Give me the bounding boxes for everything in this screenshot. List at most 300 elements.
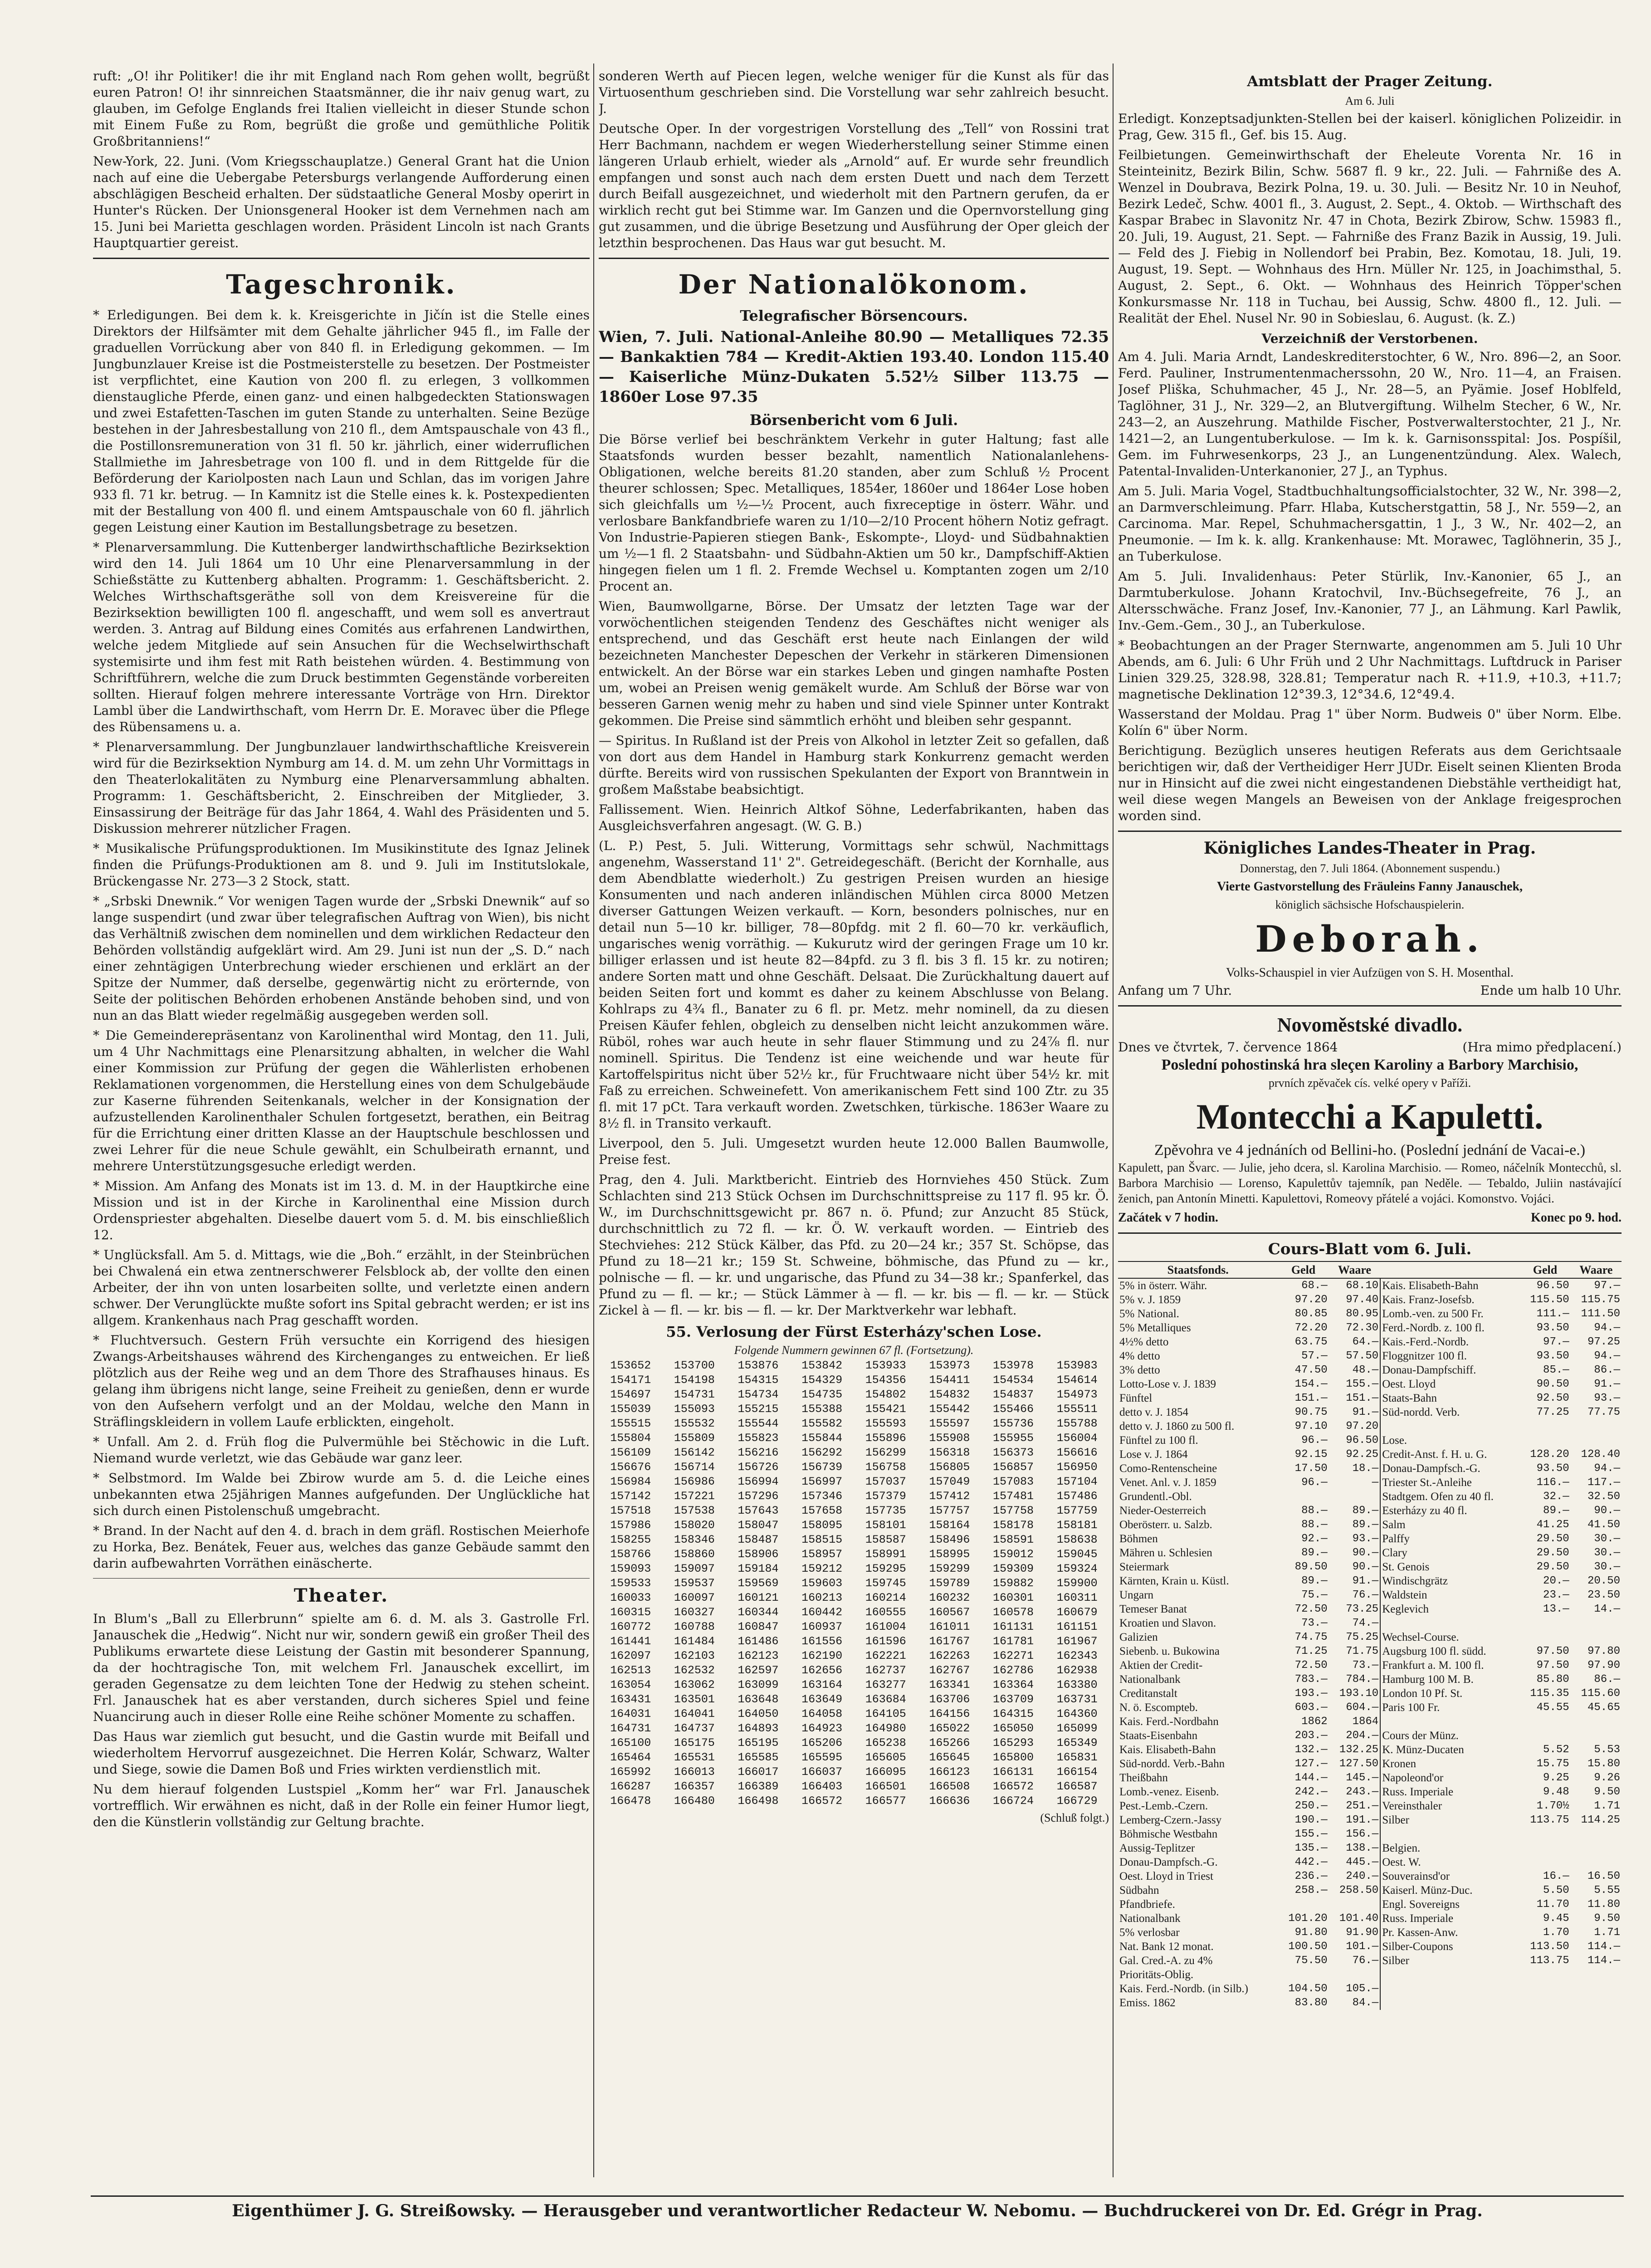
lose-number: 162767 <box>929 1664 970 1677</box>
lose-number: 157538 <box>674 1504 715 1517</box>
cours-value: 92.15 <box>1294 1448 1328 1461</box>
cours-label: Theißbahn <box>1119 1772 1168 1784</box>
cours-label: Como-Rentenscheine <box>1119 1462 1217 1475</box>
cours-label: Kais. Franz-Josefsb. <box>1380 1293 1519 1307</box>
cours-value: 90.— <box>1594 1505 1620 1517</box>
cours-row <box>1118 1504 1622 1518</box>
cours-value: 68.— <box>1301 1280 1328 1292</box>
lose-number: 154329 <box>801 1374 843 1387</box>
lose-number: 154837 <box>993 1388 1034 1401</box>
cours-value: 15.75 <box>1536 1758 1569 1770</box>
cours-row <box>1118 1532 1622 1546</box>
cours-value: 84.— <box>1352 1997 1379 2009</box>
cours-value: 71.75 <box>1346 1645 1379 1657</box>
cours-value: 89.50 <box>1294 1561 1328 1573</box>
cours-label: Ungarn <box>1119 1589 1153 1601</box>
cours-value: 115.60 <box>1581 1687 1620 1700</box>
cours-value: 11.80 <box>1587 1898 1620 1911</box>
lose-number: 165831 <box>1056 1751 1098 1764</box>
cours-value: 73.25 <box>1346 1603 1379 1615</box>
lose-number: 157104 <box>1056 1475 1098 1488</box>
cours-value: 1.71 <box>1594 1800 1620 1812</box>
cours-value: 128.40 <box>1581 1448 1620 1461</box>
verzeichnis-title: Verzeichniß der Verstorbenen. <box>1261 331 1478 346</box>
lose-number: 158991 <box>865 1548 906 1561</box>
cours-label: Russ. Imperiale <box>1380 1785 1519 1799</box>
lose-number: 160442 <box>801 1606 843 1619</box>
cours-value: 20.— <box>1543 1575 1569 1587</box>
novo-note: (Hra mimo předplacení.) <box>1462 1040 1622 1055</box>
lose-number: 162786 <box>993 1664 1034 1677</box>
lose-number: 158020 <box>674 1519 715 1532</box>
cours-row <box>1118 1743 1622 1757</box>
lose-number: 165175 <box>674 1736 715 1750</box>
lose-row <box>599 1460 1109 1475</box>
lose-number: 160578 <box>993 1606 1034 1619</box>
cours-value: 63.75 <box>1294 1336 1328 1348</box>
lose-number: 162597 <box>738 1664 779 1677</box>
cours-value: 92.— <box>1301 1533 1328 1545</box>
lose-number: 156616 <box>1056 1446 1098 1459</box>
lose-number: 163364 <box>993 1678 1034 1691</box>
cours-value: 75.25 <box>1346 1631 1379 1643</box>
lose-number: 157412 <box>929 1490 970 1503</box>
cours-label: Siebenb. u. Bukowina <box>1119 1645 1220 1657</box>
cours-label: Kärnten, Krain u. Küstl. <box>1119 1575 1229 1587</box>
cours-label: Salm <box>1380 1518 1519 1532</box>
cours-value: 30.— <box>1594 1533 1620 1545</box>
cours-value: 193.— <box>1294 1687 1328 1700</box>
cours-value: 94.— <box>1594 1462 1620 1475</box>
cours-value: 93.50 <box>1536 1322 1569 1334</box>
lose-number: 164737 <box>674 1722 715 1735</box>
lose-number: 156984 <box>610 1475 651 1488</box>
cours-value: 97.20 <box>1346 1420 1379 1432</box>
lose-number: 154614 <box>1056 1374 1098 1387</box>
cours-value <box>1519 1982 1570 1996</box>
lose-row <box>599 1562 1109 1576</box>
lose-number: 162103 <box>674 1649 715 1662</box>
cours-value: 73.— <box>1301 1617 1328 1629</box>
lose-number: 165022 <box>929 1722 970 1735</box>
lose-number: 156714 <box>674 1461 715 1474</box>
lose-row <box>599 1620 1109 1634</box>
cours-value <box>1519 1729 1570 1743</box>
cours-value: 5.50 <box>1543 1884 1569 1897</box>
cours-label: Oest. Lloyd in Triest <box>1119 1870 1213 1882</box>
lose-number: 162737 <box>865 1664 906 1677</box>
cours-value: 64.— <box>1352 1336 1379 1348</box>
lose-row <box>599 1373 1109 1388</box>
cours-row <box>1118 1476 1622 1490</box>
lose-row <box>599 1402 1109 1417</box>
cours-value <box>1571 1855 1622 1869</box>
lose-number: 163684 <box>865 1693 906 1706</box>
cours-value: 445.— <box>1346 1856 1379 1868</box>
cours-value: 145.— <box>1346 1772 1379 1784</box>
cours-header <box>1380 1261 1519 1278</box>
lose-number: 155593 <box>865 1417 906 1430</box>
cours-value: 1862 <box>1301 1716 1328 1728</box>
lose-number: 163380 <box>1056 1678 1098 1691</box>
theater-ad-times <box>1118 982 1622 999</box>
lose-number: 161486 <box>738 1635 779 1648</box>
lose-number: 163054 <box>610 1678 651 1691</box>
lose-row <box>599 1779 1109 1794</box>
cours-label: 4% detto <box>1119 1350 1160 1362</box>
article-paragraph: Das Haus war ziemlich gut besucht, und die Gastin wurde mit Beifall und wiederholtem Hervorruf ausgezeichnet. Die Herren Kolár, Schwarz, Walter und Siege, sowie die Damen Boß und Fries wirkten verdienstlich mit. <box>93 1729 590 1777</box>
lose-number: 159569 <box>738 1577 779 1590</box>
lose-number: 155908 <box>929 1432 970 1445</box>
cours-row <box>1118 1335 1622 1349</box>
lose-number: 163164 <box>801 1678 843 1691</box>
cours-row <box>1118 1391 1622 1405</box>
cours-value: 1.70½ <box>1536 1800 1569 1812</box>
lose-number: 160311 <box>1056 1591 1098 1604</box>
cours-row <box>1118 1996 1622 2010</box>
cours-label: Mähren u. Schlesien <box>1119 1547 1212 1559</box>
cours-row <box>1118 1630 1622 1644</box>
cours-value: 72.50 <box>1294 1603 1328 1615</box>
cours-label: Oest. Lloyd <box>1380 1377 1519 1391</box>
lose-number: 155597 <box>929 1417 970 1430</box>
cours-value: 17.50 <box>1294 1462 1328 1475</box>
lose-row <box>599 1794 1109 1809</box>
cours-value <box>1571 1968 1622 1982</box>
cours-row <box>1118 1897 1622 1911</box>
cours-value: 75.50 <box>1294 1955 1328 1967</box>
cours-label: Silber-Coupons <box>1380 1940 1519 1954</box>
cours-value <box>1571 1715 1622 1729</box>
cours-label: Kroatien und Slavon. <box>1119 1617 1216 1629</box>
lose-number: 160772 <box>610 1620 651 1633</box>
lose-number: 157379 <box>865 1490 906 1503</box>
cours-value <box>1278 1490 1329 1504</box>
cours-row <box>1118 1518 1622 1532</box>
amtsblatt-date: Am 6. Juli <box>1345 94 1395 108</box>
cours-value: 250.— <box>1294 1800 1328 1812</box>
lose-number: 156994 <box>738 1475 779 1488</box>
cours-value: 97.— <box>1594 1280 1620 1292</box>
cours-value: 23.— <box>1543 1589 1569 1601</box>
novo-times <box>1118 1210 1622 1226</box>
cours-value: 72.20 <box>1294 1322 1328 1334</box>
lose-number: 165531 <box>674 1751 715 1764</box>
article-paragraph: * Plenarversammlung. Die Kuttenberger landwirthschaftliche Bezirksektion wird den 14. Juli 1864 um 10 Uhr eine Plenarversammlung in der Schießstätte zu Kuttenberg abhalten. Programm: 1. Geschäftsbericht. 2. Welches Wirthschaftsgeräthe soll von dem Kreisvereine für die Bezirksektion bewilligten 100 fl. angeschafft, und wem soll es anvertraut werden. 3. Antrag auf Bildung eines Comités aus erfahrenen Landwirthen, welche jedem Mitgliede auf sein Ansuchen für die Wechselwirthschaft systemisirte und ihm fest mit Rath beistehen würden. 4. Bestimmung von Schriftführern, welche die zum Druck bestimmten Gegenstände vorbereiten sollten. Hierauf folgen mehrere interessante Vorträge von Hrn. Direktor Lambl über die Landwirthschaft, vom Herrn Dr. E. Moravec über die Pflege des Rübensamens u. a. <box>93 540 590 734</box>
cours-row <box>1118 1602 1622 1616</box>
cours-value: 114.25 <box>1581 1814 1620 1826</box>
cours-row <box>1118 1940 1622 1954</box>
cours-value: 32.50 <box>1587 1491 1620 1503</box>
cours-value: 135.— <box>1294 1842 1328 1854</box>
lose-number: 161781 <box>993 1635 1034 1648</box>
cours-value: 16.50 <box>1587 1870 1620 1882</box>
article-paragraph: (L. P.) Pest, 5. Juli. Witterung, Vormittags sehr schwül, Nachmittags angenehm, Wasserstand 11' 2". Getreidegeschäft. (Bericht der Kornhalle, aus dem Abendblatte wiederholt.) Zu gestrigen Preisen wurden an hiesige Konsumenten und nach anderen inländischen Mühlen circa 8000 Metzen diverser Gattungen Weizen verkauft. — Korn, besonders polnisches, nur en detail nun 5—10 kr. billiger, 78—80pfdg. mit 2 fl. 60—70 kr. verkäuflich, ungarisches wenig vorräthig. — Kukurutz wird der geringen Frage um 10 kr. billiger erlassen und ist heute 82—84pfd. zu 3 fl. bis 3 fl. 15 kr. zu notiren; andere Sorten matt und ohne Geschäft. Delsaat. Die Zurückhaltung dauert auf beiden Seiten fort und kommt es daher zu keinem Abschlusse von Belang. Kohlraps zu 4¾ fl., Banater zu 6 fl. pr. Metz. mehr nominell, da zu diesen Preisen Käufer fehlen, obgleich zu denselben nicht leicht anzukommen wäre. Rüböl, rohes war auch heute in sehr flauer Stimmung und zu 24⅞ fl. nur nominell. Spiritus. Die Tendenz ist eine weichende und war heute für Kartoffelspiritus nicht über 52½ kr., für Fruchtwaare nicht über 54½ kr. mit Faß zu erreichen. Schweinefett. Von amerikanischem Fett sind 100 Ztr. zu 35 fl. mit 17 pCt. Tara verkauft worden. Zwetschken, türkische. 1863er Waare zu 8½ fl. in Transito verkauft. <box>599 838 1109 1131</box>
cours-value: 41.50 <box>1587 1519 1620 1531</box>
cours-value: 114.— <box>1587 1941 1620 1953</box>
lose-number: 155736 <box>993 1417 1034 1430</box>
cours-value: 83.80 <box>1294 1997 1328 2009</box>
cours-value: 23.50 <box>1587 1589 1620 1601</box>
lose-number: 153973 <box>929 1359 970 1372</box>
cours-row <box>1118 1349 1622 1363</box>
cours-label: Kais. Elisabeth-Bahn <box>1380 1278 1519 1293</box>
cours-value: 97.40 <box>1346 1294 1379 1306</box>
cours-label: Kaiserl. Münz-Duc. <box>1380 1883 1519 1897</box>
cours-row <box>1118 1461 1622 1476</box>
article-paragraph: * „Srbski Dnewnik.“ Vor wenigen Tagen wurde der „Srbski Dnewnik“ auf so lange suspendirt (und zwar über telegrafischen Auftrag von Wien), bis nicht das Verhältniß zwischen dem nominellen und dem wirklichen Redacteur den Behörden vollständig aufgeklärt wird. Am 29. Juni ist nun der „S. D.“ nach einer zehntägigen Unterbrechung wieder erschienen und erklärt an der Spitze der Nummer, daß derselbe, gegenwärtig nicht zu erörternde, von Seite der politischen Behörden erhobenen Anstände behoben sind, und von nun an das Blatt wieder regelmäßig ausgegeben werden soll. <box>93 894 590 1023</box>
lose-number: 158178 <box>993 1519 1034 1532</box>
lose-row <box>599 1721 1109 1736</box>
cours-value: 127.— <box>1294 1758 1328 1770</box>
lose-number: 161151 <box>1056 1620 1098 1633</box>
lose-number: 155093 <box>674 1403 715 1416</box>
lose-number: 165800 <box>993 1751 1034 1764</box>
cours-label <box>1380 1982 1519 1996</box>
cours-value: 93.— <box>1352 1533 1379 1545</box>
novo-line: prvních zpěvaček cís. velké opery v Paříži. <box>1268 1076 1471 1090</box>
lose-number: 165266 <box>929 1736 970 1750</box>
lose-number: 157142 <box>610 1490 651 1503</box>
lose-number: 155511 <box>1056 1403 1098 1416</box>
cours-label: Lose. <box>1380 1433 1519 1447</box>
lose-number: 153876 <box>738 1359 779 1372</box>
lose-number: 162097 <box>610 1649 651 1662</box>
cours-label: Emiss. 1862 <box>1119 1997 1176 2009</box>
lose-row <box>599 1504 1109 1518</box>
cours-row <box>1118 1926 1622 1940</box>
cours-value: 29.50 <box>1536 1561 1569 1573</box>
article-paragraph: * Fluchtversuch. Gestern Früh versuchte ein Korrigend des hiesigen Zwangs-Arbeitshauses während des Kirchenganges zu entweichen. Er ließ plötzlich aus der Reihe weg und an dem Thore des Strafhauses hinaus. Es gelang ihm übrigens nicht lange, seine Freiheit zu genießen, denn er wurde von den Aufsehern verfolgt und an der Moldau, welche den Mann in Sträflingskleidern in vollem Laufe erblickten, eingeholt. <box>93 1333 590 1429</box>
lose-row <box>599 1649 1109 1663</box>
cours-value: 138.— <box>1346 1842 1379 1854</box>
article-paragraph: In Blum's „Ball zu Ellerbrunn“ spielte am 6. d. M. als 3. Gastrolle Frl. Janauschek die „Hedwig“. Nicht nur wir, sondern gewiß ein großer Theil des Publikums erwartete diese Leistung der Gastin mit besonderer Spannung, da der hochtragische Ton, mit welchem Frl. Janauschek excellirt, im geraden Gegensatze zu dem leichten Tone der Hedwig zu stehen scheint. Frl. Janauschek hat es aber verstanden, durch sicheres Spiel und feine Nuancirung auch in dieser Rolle eine Reihe schöner Momente zu schaffen. <box>93 1611 590 1724</box>
cours-value: 116.— <box>1536 1476 1569 1489</box>
cours-row <box>1118 1869 1622 1883</box>
cours-value: 72.50 <box>1294 1659 1328 1672</box>
cours-label: St. Genois <box>1380 1560 1519 1574</box>
cours-value: 5.53 <box>1594 1744 1620 1756</box>
lose-number: 163731 <box>1056 1693 1098 1706</box>
lose-number: 165238 <box>865 1736 906 1750</box>
cours-row <box>1118 1672 1622 1686</box>
lose-number: 155388 <box>801 1403 843 1416</box>
lose-number: 162221 <box>865 1649 906 1662</box>
article-paragraph: Wien, Baumwollgarne, Börse. Der Umsatz der letzten Tage war der vorwöchentlichen steigenden Tendenz des Geschäftes nicht weniger als entsprechend, und das Geschäft erst heute nach Einlangen der wild bezeichneten Manchester Depeschen der Verkehr in stärkeren Dimensionen entwickelt. An der Börse war ein starkes Leben und gingen namhafte Posten um, wobei an Preisen wenig gemäkelt wurde. Am Schluß der Börse war von besseren Garnen wenig mehr zu haben und sind viele Spinner unter Kontrakt gekommen. Die Preise sind sämmtlich erhöht und bleiben sehr gespannt. <box>599 599 1109 728</box>
telegraph-heading: Telegrafischer Börsencours. <box>740 307 968 324</box>
lose-number: 154171 <box>610 1374 651 1387</box>
section-divider <box>599 258 1109 259</box>
cours-value: 101.20 <box>1288 1912 1328 1925</box>
cours-value: 115.75 <box>1581 1294 1620 1306</box>
lose-number: 160315 <box>610 1606 651 1619</box>
lose-number: 164923 <box>801 1722 843 1735</box>
cours-value: 5.55 <box>1594 1884 1620 1897</box>
article-paragraph: Liverpool, den 5. Juli. Umgesetzt wurden heute 12.000 Ballen Baumwolle, Preise fest. <box>599 1136 1109 1167</box>
lose-number: 164105 <box>865 1707 906 1721</box>
cours-label: Windischgrätz <box>1380 1574 1519 1588</box>
lose-number: 155466 <box>993 1403 1034 1416</box>
lose-number: 163501 <box>674 1693 715 1706</box>
cours-value: 77.75 <box>1587 1406 1620 1418</box>
lose-number: 164058 <box>801 1707 843 1721</box>
cours-value <box>1278 1968 1329 1982</box>
cours-label: Fünftel <box>1119 1392 1153 1404</box>
cours-value: 68.10 <box>1346 1280 1379 1292</box>
lose-number: 161484 <box>674 1635 715 1648</box>
cours-value: 30.— <box>1594 1561 1620 1573</box>
cours-value: 132.25 <box>1339 1744 1379 1756</box>
cours-label: Wechsel-Course. <box>1380 1630 1519 1644</box>
cours-value <box>1519 1841 1570 1855</box>
cours-label: Creditanstalt <box>1119 1687 1177 1700</box>
lose-number: 159900 <box>1056 1577 1098 1590</box>
lose-number: 166508 <box>929 1780 970 1793</box>
lose-number: 164980 <box>865 1722 906 1735</box>
cours-value <box>1571 1419 1622 1433</box>
cours-value: 156.— <box>1346 1828 1379 1840</box>
cours-label: Oberösterr. u. Salzb. <box>1119 1519 1212 1531</box>
cours-label: 5% National. <box>1119 1308 1179 1320</box>
article-paragraph: Deutsche Oper. In der vorgestrigen Vorstellung des „Tell“ von Rossini trat Herr Bachmann, nachdem er wegen Wiederherstellung seiner Stimme einen längeren Urlaub erhielt, wieder als „Arnold“ auf. Er wurde sehr freundlich empfangen und sonst auch nach dem ersten Duett und nach dem Terzett durch Beifall ausgezeichnet, und wiederholt mit den Partnern gerufen, da er wirklich recht gut bei Stimme war. Im Ganzen und die Opernvorstellung ging gut zusammen, und die übrige Besetzung und Ausführung der Oper gleich der letzthin besprochenen. Das Haus war gut besucht. M. <box>599 121 1109 250</box>
cours-label: Böhmen <box>1119 1533 1158 1545</box>
cours-value: 89.— <box>1301 1547 1328 1559</box>
cours-label <box>1380 1996 1519 2010</box>
lose-number: 165585 <box>738 1751 779 1764</box>
lose-number: 158860 <box>674 1548 715 1561</box>
cours-label: Nationalbank <box>1119 1912 1181 1925</box>
lose-number: 156109 <box>610 1446 651 1459</box>
cours-label: Cours der Münz. <box>1380 1729 1519 1743</box>
theater-ad-genre: Volks-Schauspiel in vier Aufzügen von S. H. Mosenthal. <box>1226 966 1514 980</box>
cours-label: Engl. Sovereigns <box>1380 1897 1519 1911</box>
cours-label: Steiermark <box>1119 1561 1169 1573</box>
lose-number: 165050 <box>993 1722 1034 1735</box>
bericht-heading: Börsenbericht vom 6 Juli. <box>749 411 958 429</box>
lose-row <box>599 1446 1109 1460</box>
column-3 <box>1118 68 1622 2173</box>
lose-number: 157221 <box>674 1490 715 1503</box>
cours-value: 604.— <box>1346 1701 1379 1714</box>
cours-value: 80.85 <box>1294 1308 1328 1320</box>
article-paragraph: * Mission. Am Anfang des Monats ist im 13. d. M. in der Hauptkirche eine Mission und ist in der Kirche in Karolinenthal eine Mission durch Ordenspriester abgehalten. Dieselbe dauert vom 5. d. M. bis einschließlich 12. <box>93 1178 590 1242</box>
lose-row <box>599 1736 1109 1750</box>
lose-number: 165605 <box>865 1751 906 1764</box>
cours-label: Aktien der Credit- <box>1119 1659 1203 1672</box>
cours-value: 96.50 <box>1536 1280 1569 1292</box>
article-paragraph: * Plenarversammlung. Der Jungbunzlauer landwirthschaftliche Kreisverein wird für die Bezirksektion Nymburg am 14. d. M. um zehn Uhr Vormittags in den Theaterlokalitäten zu Nymburg eine Plenarversammlung abhalten. Programm: 1. Geschäftsbericht, 2. Einschreiben der Mitglieder, 3. Einsassirung der Beiträge für das Jahr 1864, 4. Wahl des Präsidenten und 5. Diskussion mehrerer nützlicher Fragen. <box>93 739 590 836</box>
cours-value: 1864 <box>1352 1716 1379 1728</box>
cours-value <box>1571 1996 1622 2010</box>
cours-value <box>1571 1616 1622 1630</box>
lose-number: 159097 <box>674 1562 715 1575</box>
cours-value: 76.— <box>1352 1955 1379 1967</box>
lose-number: 166131 <box>993 1765 1034 1779</box>
lose-number: 158957 <box>801 1548 843 1561</box>
cours-label: Hamburg 100 M. B. <box>1380 1672 1519 1686</box>
cours-value: 113.50 <box>1530 1941 1569 1953</box>
lose-number: 156739 <box>801 1461 843 1474</box>
lose-number: 166017 <box>738 1765 779 1779</box>
article-paragraph: — Spiritus. In Rußland ist der Preis von Alkohol in letzter Zeit so gefallen, daß von dort aus dem Handel in Hamburg stark Konkurrenz gemacht werden dürfte. Bereits wird von russischen Spekulanten der Export von Branntwein in großem Maßstabe beabsichtigt. <box>599 733 1109 797</box>
lose-number: 163649 <box>801 1693 843 1706</box>
cours-value: 100.50 <box>1288 1941 1328 1953</box>
lose-number: 158095 <box>801 1519 843 1532</box>
cours-value: 111.— <box>1536 1308 1569 1320</box>
lose-number: 166287 <box>610 1780 651 1793</box>
lose-number: 157486 <box>1056 1490 1098 1503</box>
lose-number: 158591 <box>993 1533 1034 1546</box>
lose-number: 155788 <box>1056 1417 1098 1430</box>
cours-label: Süd-nordd. Verb. <box>1380 1405 1519 1419</box>
lose-number: 161011 <box>929 1620 970 1633</box>
cours-value: 89.— <box>1352 1519 1379 1531</box>
lose-number: 166403 <box>801 1780 843 1793</box>
cours-value: 90.75 <box>1294 1406 1328 1418</box>
cours-row <box>1118 1968 1622 1982</box>
cours-value: 47.50 <box>1294 1364 1328 1376</box>
lose-number: 166480 <box>674 1794 715 1808</box>
cours-value: 16.— <box>1543 1870 1569 1882</box>
cours-value: 240.— <box>1346 1870 1379 1882</box>
cours-value <box>1519 1996 1570 2010</box>
cours-value: 48.— <box>1352 1364 1379 1376</box>
lose-number: 156004 <box>1056 1432 1098 1445</box>
lose-number: 166501 <box>865 1780 906 1793</box>
lose-number: 166154 <box>1056 1765 1098 1779</box>
lose-row <box>599 1475 1109 1489</box>
cours-label: Lemberg-Czern.-Jassy <box>1119 1814 1222 1826</box>
lose-number: 165992 <box>610 1765 651 1779</box>
cours-value: 155.— <box>1346 1378 1379 1390</box>
lose-number: 159533 <box>610 1577 651 1590</box>
lose-number: 165595 <box>801 1751 843 1764</box>
article-paragraph: New-York, 22. Juni. (Vom Kriegsschauplatze.) General Grant hat die Union nach auf eine die Uebergabe Petersburgs verlangende Aufforderung einen abschlägigen Bescheid erhalten. Der südstaatliche General Mosby operirt in Hunter's Rücken. Der Unionsgeneral Hooker ist dem Vernehmen nach am 15. Juni bei Marietta geschlagen worden. Präsident Lincoln ist nach Grants Hauptquartier gereist. <box>93 154 590 250</box>
cours-value: 191.— <box>1346 1814 1379 1826</box>
cours-label: Aussig-Teplitzer <box>1119 1842 1195 1854</box>
lose-number: 165206 <box>801 1736 843 1750</box>
cours-row <box>1118 1307 1622 1321</box>
article-paragraph: Die Börse verlief bei beschränktem Verkehr in guter Haltung; fast alle Staatsfonds wurden besser bezahlt, namentlich Nationalanlehens-Obligationen, welche bereits 81.20 standen, aber zum Schluß ½ Procent theurer schlossen; Spec. Metalliques, 1854er, 1860er und 1864er Lose hoben sich gleichfalls um ½—½ Procent, auch fixreceptige in österr. Währ. und verlosbare Bankfandbriefe waren zu 1/10—2/10 Procent höhern Notiz gefragt. Von Industrie-Papieren stiegen Bank-, Eskompte-, Lloyd- und Südbahnaktien um ½—1 fl. 2 Staatsbahn- und Südbahn-Aktien um 50 kr., Dampfschiff-Aktien hingegen fielen um 1 fl. 2. Fremde Wechsel u. Komptanten zogen um 2/10 Procent an. <box>599 432 1109 594</box>
cours-value: 11.70 <box>1536 1898 1569 1911</box>
section-heading-theater: Theater. <box>293 1585 389 1606</box>
imprint-footer: Eigenthümer J. G. Streißowsky. — Herausgeber und verantwortlicher Redacteur W. Nebomu. — Buchdruckerei von Dr. Ed. Grégr in Prag. <box>91 2195 1624 2229</box>
lose-number: 165464 <box>610 1751 651 1764</box>
lose-number: 154534 <box>993 1374 1034 1387</box>
cours-label: Pfandbriefe. <box>1119 1898 1175 1911</box>
lose-number: 162532 <box>674 1664 715 1677</box>
lose-number: 154973 <box>1056 1388 1098 1401</box>
cours-value: 151.— <box>1346 1392 1379 1404</box>
lose-number: 160301 <box>993 1591 1034 1604</box>
amtsblatt-title: Amtsblatt der Prager Zeitung. <box>1247 73 1493 90</box>
lose-row <box>599 1765 1109 1779</box>
cours-row <box>1118 1644 1622 1658</box>
cours-value: 97.25 <box>1587 1336 1620 1348</box>
cours-label: Silber <box>1380 1954 1519 1968</box>
cours-label: Triester St.-Anleihe <box>1380 1476 1519 1490</box>
novo-title: Novoměstské divadlo. <box>1277 1014 1463 1036</box>
article-paragraph: Feilbietungen. Gemeinwirthschaft der Eheleute Vorenta Nr. 16 in Steinteinitz, Bezirk Bilin, Schw. 5687 fl. 9 kr., 22. Juli. — Fahrniße des A. Wenzel in Doubrava, Bezirk Polna, 19. u. 30. Juli. — Besitz Nr. 10 in Neuhof, Bezirk Ledeč, Schw. 4001 fl., 3. August, 2. Sept., 4. Oktob. — Wirthschaft des Kaspar Brabec in Slavonitz Nr. 47 in Chota, Bezirk Zbirow, Schw. 15983 fl., 20. Juli, 19. August, 21. Sept. — Fahrniße des Franz Bazik in Aussig, 19. Juli. — Feld des J. Fiebig in Nollendorf bei Prabin, Bez. Komotau, 18. Juli, 19. August, 19. Sept. — Wohnhaus des Hrn. Müller Nr. 125, in Joachimsthal, 5. August, 2. Sept., 6. Okt. — Wohnhaus des Heinrich Töpper'schen Konkursmasse Nr. 118 in Tuchau, bei Aussig, Schw. 4800 fl., 12. Juli. — Realität der Ehel. Nusel Nr. 90 in Sobieslau, 6. August. (k. Z.) <box>1118 147 1622 326</box>
lose-number: 156986 <box>674 1475 715 1488</box>
lose-number: 155215 <box>738 1403 779 1416</box>
cours-value: 86.— <box>1594 1673 1620 1686</box>
lose-number: 164315 <box>993 1707 1034 1721</box>
cours-value: 258.— <box>1294 1884 1328 1897</box>
lose-number: 158906 <box>738 1548 779 1561</box>
cours-row <box>1118 1616 1622 1630</box>
cours-value: 9.50 <box>1594 1786 1620 1798</box>
